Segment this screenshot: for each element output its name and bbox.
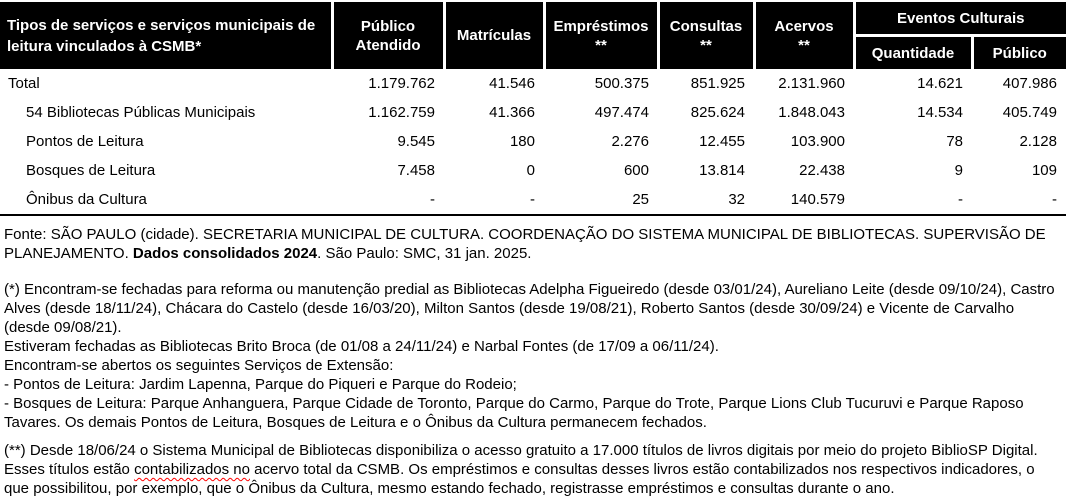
column-header-matriculas: [444, 2, 544, 69]
cell-eventos-publico: 407.986: [972, 69, 1066, 98]
cell-consultas: 13.814: [658, 156, 754, 185]
cell-eventos-quantidade: 14.534: [854, 98, 972, 127]
header-line: Atendido: [355, 36, 421, 54]
column-header-publico-atendido: [332, 2, 444, 69]
header-line: Consultas: [669, 17, 743, 35]
cell-eventos-quantidade: -: [854, 185, 972, 215]
spellcheck-underlined-text: contabilizados no: [134, 461, 250, 478]
footnote-single-asterisk: [4, 280, 1061, 432]
header-line: Acervos: [774, 17, 834, 35]
footnotes-section: [0, 225, 1066, 498]
cell-emprestimos: 2.276: [544, 127, 658, 156]
row-label: Bosques de Leitura: [0, 156, 332, 185]
header-asterisks: **: [595, 36, 607, 54]
footnote-pontos-de-leitura-list: - Pontos de Leitura: Jardim Lapenna, Parque do Piqueri e Parque do Rodeio;: [4, 376, 517, 393]
footnote-double-asterisk: [4, 441, 1061, 498]
column-header-eventos-publico: Público: [972, 36, 1066, 70]
cell-eventos-publico: -: [972, 185, 1066, 215]
table-row-bibliotecas: [0, 98, 1066, 127]
header-row-main: [0, 2, 1066, 36]
source-text-prefix: Fonte: SÃO PAULO (cidade). SECRETARIA MUNICIPAL DE CULTURA. COORDENAÇÃO DO SISTEMA MUNICIPAL DE BIBLIOTECAS. SUPERVISÃO DE PLANEJAMENTO.: [4, 226, 1046, 262]
footnote-temporarily-closed: Estiveram fechadas as Bibliotecas Brito Broca (de 01/08 a 24/11/24) e Narbal Fontes (de 17/09 a 06/11/24).: [4, 338, 719, 355]
cell-consultas: 825.624: [658, 98, 754, 127]
cell-consultas: 32: [658, 185, 754, 215]
cell-consultas: 12.455: [658, 127, 754, 156]
footnote-digital-prefix: (**) Desde 18/06/24 o Sistema Municipal de Bibliotecas disponibiliza o acesso gratuito a 17.000 títulos de livros digitais por meio do projeto BiblioSP Digital. Esses títulos estão: [4, 442, 1038, 478]
header-line: Matrículas: [456, 27, 532, 44]
cell-matriculas: 180: [444, 127, 544, 156]
cell-eventos-publico: 405.749: [972, 98, 1066, 127]
cell-eventos-publico: 2.128: [972, 127, 1066, 156]
header-asterisks: **: [700, 36, 712, 54]
column-group-eventos-culturais: Eventos Culturais: [854, 2, 1066, 36]
cell-acervos: 22.438: [754, 156, 854, 185]
footnote-open-services-intro: Encontram-se abertos os seguintes Serviços de Extensão:: [4, 357, 394, 374]
cell-eventos-publico: 109: [972, 156, 1066, 185]
row-label: 54 Bibliotecas Públicas Municipais: [0, 98, 332, 127]
cell-eventos-quantidade: 78: [854, 127, 972, 156]
cell-acervos: 2.131.960: [754, 69, 854, 98]
header-asterisks: **: [798, 36, 810, 54]
cell-consultas: 851.925: [658, 69, 754, 98]
cell-publico-atendido: 9.545: [332, 127, 444, 156]
column-header-acervos: [754, 2, 854, 69]
table-header: [0, 2, 1066, 69]
row-label: Pontos de Leitura: [0, 127, 332, 156]
cell-emprestimos: 497.474: [544, 98, 658, 127]
table-row-onibus-da-cultura: [0, 185, 1066, 215]
cell-emprestimos: 600: [544, 156, 658, 185]
source-text-suffix: . São Paulo: SMC, 31 jan. 2025.: [317, 245, 532, 262]
footnote-bosques-de-leitura-list: - Bosques de Leitura: Parque Anhanguera, Parque Cidade de Toronto, Parque do Carmo, Parque do Trote, Parque Lions Club Tucuruvi e Parque Raposo Tavares. Os demais Pontos de Leitura, Bosques de Leitura e o Ônibus da Cultura permanecem fechados.: [4, 395, 1024, 431]
cell-publico-atendido: 1.179.762: [332, 69, 444, 98]
source-citation: [4, 225, 1061, 263]
column-header-quantidade: Quantidade: [854, 36, 972, 70]
cell-eventos-quantidade: 14.621: [854, 69, 972, 98]
table-row-total: [0, 69, 1066, 98]
cell-acervos: 103.900: [754, 127, 854, 156]
cell-emprestimos: 500.375: [544, 69, 658, 98]
cell-acervos: 140.579: [754, 185, 854, 215]
footnote-digital-suffix: acervo total da CSMB. Os empréstimos e consultas desses livros estão contabilizados nos respectivos indicadores, o que possibilitou, por exemplo, que o Ônibus da Cultura, mesmo estando fechado, registrasse empréstimos e consultas durante o ano.: [4, 461, 1035, 497]
footnote-closed-for-renovation: (*) Encontram-se fechadas para reforma ou manutenção predial as Bibliotecas Adelpha Figueiredo (desde 03/01/24), Aureliano Leite (desde 09/10/24), Castro Alves (desde 18/11/24), Chácara do Castelo (desde 16/03/20), Milton Santos (desde 19/08/21), Roberto Santos (desde 30/09/24) e Vicente de Carvalho (desde 09/08/21).: [4, 281, 1055, 336]
table-row-bosques-de-leitura: [0, 156, 1066, 185]
cell-matriculas: 41.546: [444, 69, 544, 98]
column-header-consultas: [658, 2, 754, 69]
row-label: Total: [0, 69, 332, 98]
cell-matriculas: 41.366: [444, 98, 544, 127]
column-header-row-types: Tipos de serviços e serviços municipais de leitura vinculados à CSMB*: [0, 2, 332, 69]
csmb-statistics-table: [0, 2, 1066, 216]
table-row-pontos-de-leitura: [0, 127, 1066, 156]
header-line: Público: [360, 17, 416, 35]
source-text-bold: Dados consolidados 2024: [132, 245, 318, 262]
row-label: Ônibus da Cultura: [0, 185, 332, 215]
cell-publico-atendido: -: [332, 185, 444, 215]
cell-eventos-quantidade: 9: [854, 156, 972, 185]
cell-matriculas: -: [444, 185, 544, 215]
cell-publico-atendido: 1.162.759: [332, 98, 444, 127]
header-line: Empréstimos: [553, 17, 649, 35]
column-header-emprestimos: [544, 2, 658, 69]
cell-acervos: 1.848.043: [754, 98, 854, 127]
cell-emprestimos: 25: [544, 185, 658, 215]
table-body: [0, 69, 1066, 215]
cell-matriculas: 0: [444, 156, 544, 185]
cell-publico-atendido: 7.458: [332, 156, 444, 185]
